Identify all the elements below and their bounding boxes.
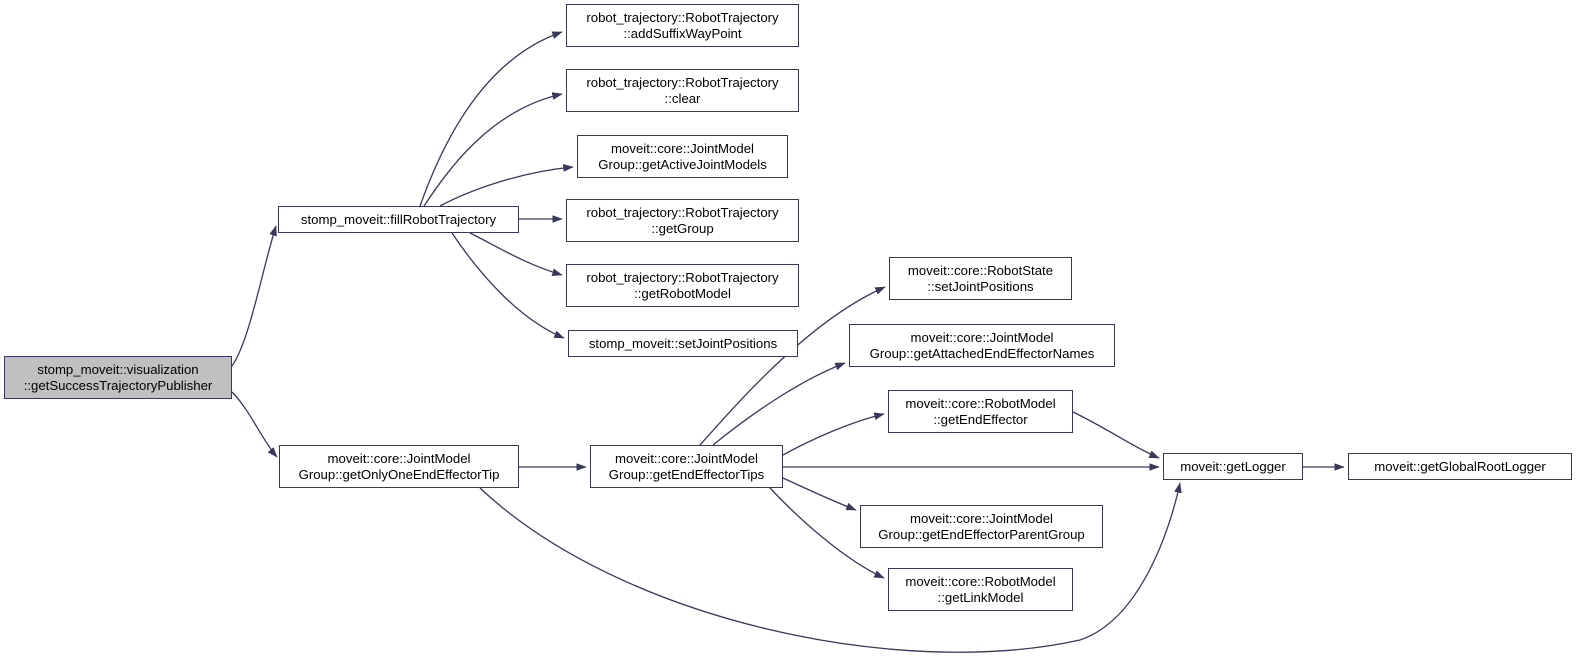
graph-node-label: robot_trajectory::RobotTrajectory [586,270,779,285]
graph-node-label: ::getRobotModel [634,285,731,301]
graph-node[interactable] [889,257,1072,300]
graph-node[interactable] [566,264,799,307]
graph-node-label: moveit::core::JointModel [327,451,471,466]
graph-node-label: moveit::core::RobotState [907,263,1054,278]
graph-edge [452,233,564,338]
graph-node[interactable] [279,445,519,488]
graph-edge [783,414,884,455]
graph-node-label: moveit::core::RobotModel [905,396,1056,411]
graph-edge [713,363,845,445]
graph-node-label: stomp_moveit::visualization [37,362,199,377]
graph-node-label: stomp_moveit::fillRobotTrajectory [300,211,497,227]
graph-node-label: moveit::core::JointModel [615,451,758,466]
graph-node-label: robot_trajectory::RobotTrajectory [586,10,779,25]
graph-node-label: Group::getOnlyOneEndEffectorTip [298,466,500,482]
graph-node-label: Group::getAttachedEndEffectorNames [869,345,1095,361]
graph-node-label: ::addSuffixWayPoint [623,25,742,41]
graph-node[interactable] [860,505,1103,548]
graph-edge [440,167,573,206]
graph-node-label: moveit::getLogger [1180,458,1286,474]
graph-node-label: Group::getActiveJointModels [598,156,767,172]
graph-node-label: ::getLinkModel [937,589,1024,605]
graph-node[interactable] [278,206,519,233]
graph-node-label: moveit::getGlobalRootLogger [1374,458,1546,474]
graph-edge [1073,412,1159,458]
graph-edge [232,392,277,457]
graph-node-label: moveit::core::RobotModel [905,574,1056,589]
graph-node-label: robot_trajectory::RobotTrajectory [586,75,779,90]
graph-node-label: ::getEndEffector [933,411,1028,427]
graph-node-label: moveit::core::JointModel [910,511,1053,526]
graph-node-label: robot_trajectory::RobotTrajectory [586,205,779,220]
graph-node-label: ::setJointPositions [927,278,1034,294]
graph-edge [232,226,276,366]
graph-node[interactable] [888,390,1073,433]
graph-edge [783,478,856,510]
graph-node[interactable] [577,135,788,178]
graph-node-label: moveit::core::JointModel [910,330,1054,345]
graph-node[interactable] [566,69,799,112]
graph-node-label: ::clear [664,90,701,106]
graph-node-label: ::getGroup [651,220,714,236]
graph-edge [424,94,562,206]
graph-node[interactable] [1348,453,1572,480]
graph-edge [470,233,562,275]
graph-node[interactable] [4,356,232,399]
graph-node[interactable] [888,568,1073,611]
graph-node[interactable] [566,199,799,242]
graph-node-label: stomp_moveit::setJointPositions [588,335,778,351]
graph-node-label: ::getSuccessTrajectoryPublisher [23,377,213,393]
graph-node[interactable] [568,330,798,357]
graph-node[interactable] [590,445,783,488]
graph-node-label: Group::getEndEffectorTips [608,466,765,482]
graph-node-label: moveit::core::JointModel [611,141,754,156]
graph-node[interactable] [1163,453,1303,480]
graph-node[interactable] [849,324,1115,367]
graph-node-label: Group::getEndEffectorParentGroup [878,526,1085,542]
graph-edge [420,32,562,206]
graph-node[interactable] [566,4,799,47]
